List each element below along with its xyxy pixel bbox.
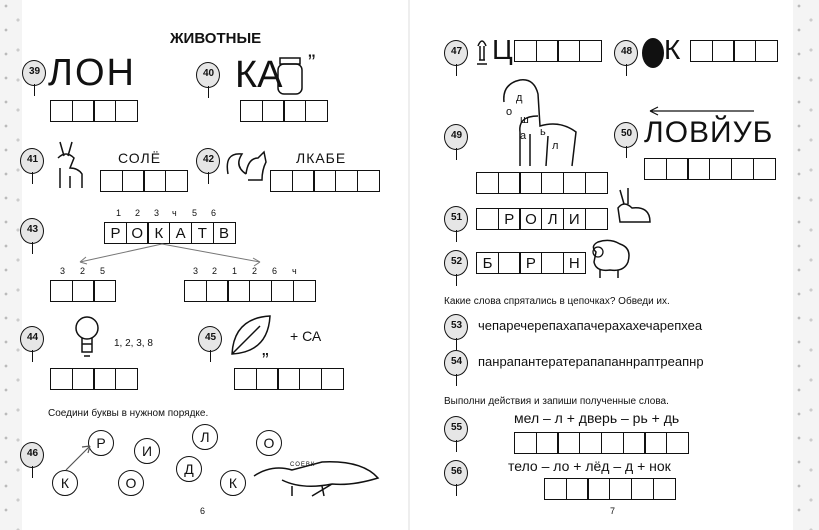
horse-letter-1: д bbox=[516, 92, 523, 104]
rabbit-icon bbox=[610, 186, 654, 228]
chess-piece-icon bbox=[474, 36, 490, 66]
task41-answer-boxes[interactable] bbox=[100, 170, 187, 192]
donkey-icon bbox=[50, 138, 88, 190]
task45-marks: ” bbox=[262, 350, 269, 372]
task43-right-answer[interactable] bbox=[184, 280, 314, 302]
connect-arrow bbox=[64, 442, 104, 472]
task44-answer-boxes[interactable] bbox=[50, 368, 137, 390]
balloon-45: 45 bbox=[198, 326, 222, 354]
balloon-56: 56 bbox=[444, 460, 468, 488]
horse-letter-2: о bbox=[506, 106, 513, 118]
instruction-operations: Выполни действия и запиши полученные слова. bbox=[444, 396, 669, 407]
task50-word: ЛОВЙУБ bbox=[644, 116, 774, 149]
letter-circle-5[interactable]: Д bbox=[176, 456, 202, 482]
task43-left-answer[interactable] bbox=[50, 280, 115, 302]
letter-circle-3[interactable]: О bbox=[118, 470, 144, 496]
task47-letter: Ц bbox=[492, 34, 513, 65]
task48-answer-boxes[interactable] bbox=[690, 40, 777, 62]
task45-suffix: + СА bbox=[290, 328, 322, 344]
balloon-51: 51 bbox=[444, 206, 468, 234]
balloon-40: 40 bbox=[196, 62, 220, 90]
jar-icon bbox=[276, 56, 306, 96]
doodle-border-right bbox=[793, 0, 819, 530]
task56-expression: тело – ло + лёд – д + нок bbox=[508, 458, 671, 474]
balloon-54: 54 bbox=[444, 350, 468, 378]
balloon-39: 39 bbox=[22, 60, 46, 88]
letter-circle-4[interactable]: И bbox=[134, 438, 160, 464]
horse-letter-5: ь bbox=[540, 126, 546, 138]
crocodile-icon bbox=[252, 456, 382, 500]
letter-circle-6[interactable]: Л bbox=[192, 424, 218, 450]
balloon-41: 41 bbox=[20, 148, 44, 176]
task48-letter: К bbox=[664, 34, 681, 65]
workbook-spread: ЖИВОТНЫЕ 39 ЛОН 40 КА ” 41 СОЛЁ 42 ЛКАБЕ 43 1 2 3 ч 5 6 Р О К А Т В 3 2 5 3 2 1 2 6 ч 44 1, 2, 3, 8 45 ” + СА Соедини буквы в нужном порядке. 46 К Р О И Д Л К О СОЕВК 6 47 Ц 48 К 49 д о ш а ь л 50 ЛОВЙУБ 51 Р О Л И 52 Б Р Н Какие слова спрятались в цепочках? Обведи их. 53 чепаречерепахапачерахахечарепхеа 54 панрапантератерапапаннраптреапнр Выполни действия и запиши полученные слова. 55 мел – л + дверь – рь + дь 56 тело – ло + лёд – д + нок 7 bbox=[0, 0, 819, 530]
task55-answer-boxes[interactable] bbox=[514, 432, 688, 454]
task39-word: ЛОН bbox=[48, 52, 136, 94]
task42-answer-boxes[interactable] bbox=[270, 170, 379, 192]
balloon-42: 42 bbox=[196, 148, 220, 176]
page-number-left: 6 bbox=[200, 506, 206, 516]
instruction-hidden-words: Какие слова спрятались в цепочках? Обведи их. bbox=[444, 296, 670, 307]
horse-letter-4: а bbox=[520, 130, 527, 142]
horse-letter-3: ш bbox=[520, 114, 529, 126]
task50-answer-boxes[interactable] bbox=[644, 158, 774, 180]
task40-word: КА bbox=[235, 54, 283, 96]
task53-chain[interactable]: чепаречерепахапачерахахечарепхеа bbox=[478, 318, 703, 333]
balloon-43: 43 bbox=[20, 218, 44, 246]
sheep-icon bbox=[586, 238, 634, 280]
task42-word: ЛКАБЕ bbox=[296, 150, 347, 166]
balloon-52: 52 bbox=[444, 250, 468, 278]
horse-letter-6: л bbox=[552, 140, 559, 152]
task45-answer-boxes[interactable] bbox=[234, 368, 343, 390]
task49-answer-boxes[interactable] bbox=[476, 172, 606, 194]
crocodile-letters: СОЕВК bbox=[290, 462, 316, 468]
letter-circle-1[interactable]: К bbox=[52, 470, 78, 496]
letter-circle-2[interactable]: Р bbox=[88, 430, 114, 456]
balloon-50: 50 bbox=[614, 122, 638, 150]
balloon-49: 49 bbox=[444, 124, 468, 152]
task44-hint: 1, 2, 3, 8 bbox=[114, 338, 153, 349]
task43-letter-boxes: Р О К А Т В bbox=[104, 222, 234, 244]
letter-circle-7[interactable]: К bbox=[220, 470, 246, 496]
balloon-46: 46 bbox=[20, 442, 44, 470]
page-title: ЖИВОТНЫЕ bbox=[170, 30, 262, 47]
connect-instruction: Соедини буквы в нужном порядке. bbox=[48, 408, 209, 419]
task39-answer-boxes[interactable] bbox=[50, 100, 137, 122]
balloon-48: 48 bbox=[614, 40, 638, 68]
page-number-right: 7 bbox=[610, 506, 616, 516]
balloon-44: 44 bbox=[20, 326, 44, 354]
horse-icon bbox=[494, 76, 584, 170]
task52-boxes[interactable]: Б Р Н bbox=[476, 252, 585, 274]
reverse-arrow bbox=[648, 106, 758, 116]
task55-expression: мел – л + дверь – рь + дь bbox=[514, 410, 680, 426]
squirrel-icon bbox=[224, 144, 270, 184]
doodle-border-left bbox=[0, 0, 22, 530]
letter-circle-8[interactable]: О bbox=[256, 430, 282, 456]
task41-word: СОЛЁ bbox=[118, 150, 162, 166]
task56-answer-boxes[interactable] bbox=[544, 478, 674, 500]
task54-chain[interactable]: панрапантератерапапаннраптреапнр bbox=[478, 354, 704, 369]
page-spine bbox=[408, 0, 410, 530]
task47-answer-boxes[interactable] bbox=[514, 40, 601, 62]
lightbulb-icon bbox=[74, 314, 100, 360]
task51-boxes[interactable]: Р О Л И bbox=[476, 208, 606, 230]
balloon-53: 53 bbox=[444, 314, 468, 342]
dark-oval-icon bbox=[642, 38, 664, 68]
balloon-47: 47 bbox=[444, 40, 468, 68]
task40-answer-boxes[interactable] bbox=[240, 100, 327, 122]
task40-marks: ” bbox=[308, 50, 316, 75]
balloon-55: 55 bbox=[444, 416, 468, 444]
